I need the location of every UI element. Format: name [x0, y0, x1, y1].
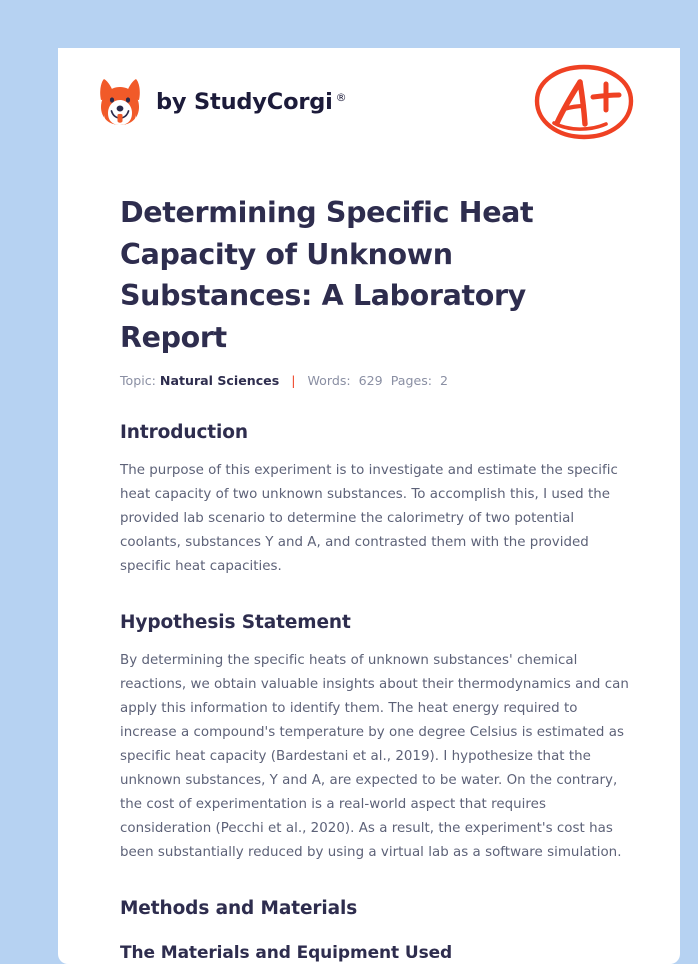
page-title: Determining Specific Heat Capacity of Unknown Substances: A Laboratory Report: [120, 196, 534, 354]
section-paragraph-hypothesis-statement: By determining the specific heats of unknown substances' chemical reactions, we obtain valuable insights about their thermodynamics and can apply this information to identify them. The heat energy required to increase a compound's temperature by one degree Celsius is estimated as specific heat capacity (Bardestani et al., 2019). I hypothesize that the unknown substances, Y and A, are expected to be water. On the contrary, the cost of experimentation is a real-world aspect that requires consideration (Pecchi et al., 2020). As a result, the experiment's cost has been substantially reduced by using a virtual lab as a software simulation.: [120, 653, 629, 860]
registered-trademark-icon: ®: [335, 91, 347, 104]
section-heading-methods-and-materials: Methods and Materials: [120, 898, 358, 919]
meta-separator: |: [291, 373, 296, 388]
document-sheet: [58, 48, 680, 964]
section-heading-materials-and-equipment-used: The Materials and Equipment Used: [120, 943, 453, 963]
words-label: Words:: [307, 373, 351, 388]
pages-value: 2: [440, 373, 449, 388]
topic-label: Topic:: [120, 373, 156, 388]
document-body: [58, 192, 680, 964]
brand-wordmark: [156, 89, 346, 115]
pages-label: Pages:: [390, 373, 432, 388]
brand-name-text: by StudyCorgi: [156, 89, 333, 115]
studycorgi-brand[interactable]: [98, 78, 346, 126]
a-plus-grade-icon: [530, 60, 638, 144]
section-paragraph-introduction: The purpose of this experiment is to investigate and estimate the specific heat capacity of two unknown substances. To accomplish this, I used the provided lab scenario to determine the calorimetry of two potential coolants, substances Y and A, and contrasted them with the provided specific heat capacities.: [120, 463, 618, 574]
topic-link[interactable]: Natural Sciences: [159, 373, 280, 388]
corgi-face-icon: [98, 78, 142, 126]
section-heading-hypothesis-statement: Hypothesis Statement: [120, 612, 351, 633]
section-heading-introduction: Introduction: [120, 422, 248, 443]
words-value: 629: [358, 373, 383, 388]
document-meta: [120, 372, 640, 389]
document-header: [58, 48, 680, 156]
